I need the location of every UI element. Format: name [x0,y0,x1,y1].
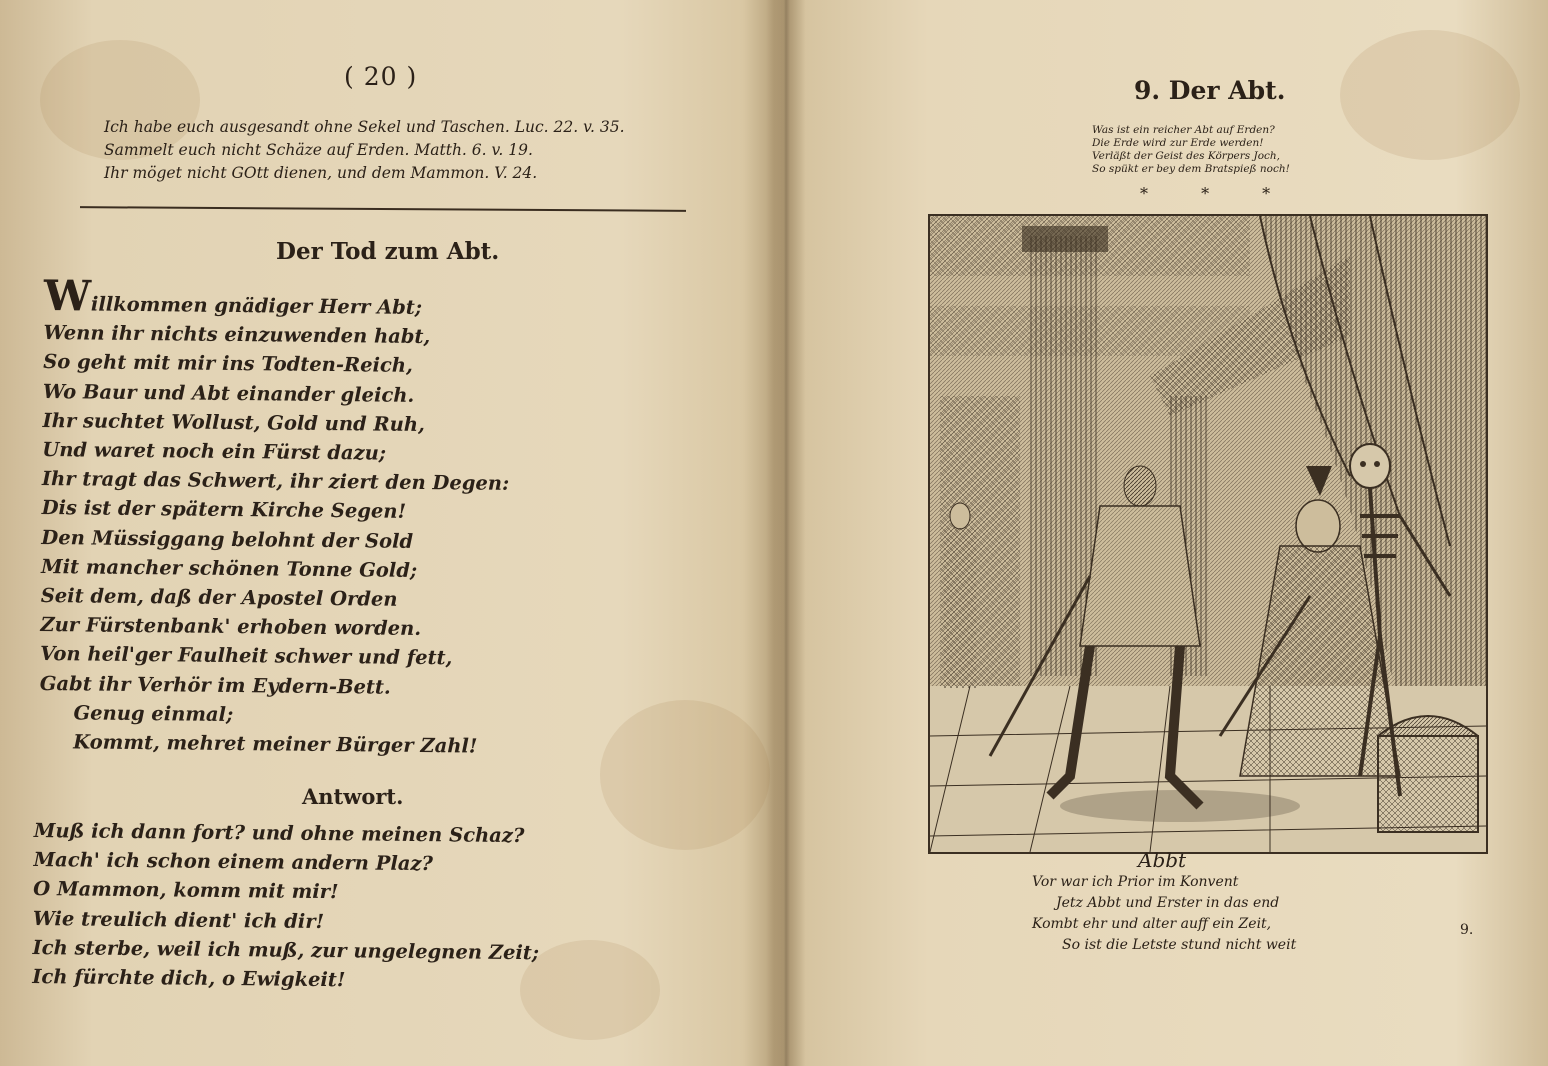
answer-line: Wie treulich dient' ich dir! [32,906,325,933]
right-page [800,0,1548,1066]
poem-line: Ihr suchtet Wollust, Gold und Ruh, [42,408,425,436]
poem-line: Dis ist der spätern Kirche Segen! [41,496,407,524]
answer-line: Muß ich dann fort? und ohne meinen Schaz? [33,818,525,848]
motto-line: So spükt er bey dem Bratspieß noch! [1092,163,1290,175]
answer-line: Mach' ich schon einem andern Plaz? [33,848,434,876]
poem-line: Wo Baur und Abt einander gleich. [42,379,415,407]
reference-line: Ihr möget nicht GOtt dienen, und dem Mammon. V. 24. [104,164,538,182]
motto-line: Verläßt der Geist des Körpers Joch, [1092,150,1280,162]
engraving-plate [928,214,1488,854]
poem-heading: Der Tod zum Abt. [276,238,500,265]
caption-line: Jetz Abbt und Erster in das end [1056,895,1280,911]
plate-number: 9. [1460,922,1474,938]
page-number: ( 20 ) [344,62,418,91]
answer-line: O Mammon, komm mit mir! [33,877,339,904]
poem-line-indented: Kommt, mehret meiner Bürger Zahl! [73,730,478,758]
horizontal-rule [80,206,686,212]
reference-line: Sammelt euch nicht Schäze auf Erden. Matth. 6. v. 19. [104,141,533,159]
caption-line: Kombt ehr und alter auff ein Zeit, [1032,916,1272,932]
poem-line: Mit mancher schönen Tonne Gold; [40,554,418,582]
poem-line-indented: Genug einmal; [73,701,234,726]
answer-text [32,816,540,997]
poem-text [39,271,511,761]
answer-line: Ich sterbe, weil ich muß, zur ungelegnen Zeit; [32,935,540,965]
reference-line: Ich habe euch ausgesandt ohne Sekel und Taschen. Luc. 22. v. 35. [104,118,625,136]
scripture-references [104,116,625,185]
poem-line: Zur Fürstenbank' erhoben worden. [40,613,422,641]
poem-line: Seit dem, daß der Apostel Orden [40,584,398,611]
poem-line: So geht mit mir ins Todten-Reich, [43,350,413,378]
poem-line-text: illkommen gnädiger Herr Abt; [90,292,423,319]
caption-line: So ist die Letste stund nicht weit [1062,937,1297,953]
drop-cap: W [43,271,92,321]
poem-line [43,271,512,323]
plate-title: 9. Der Abt. [1134,76,1286,105]
motto-line: Die Erde wird zur Erde werden! [1092,137,1264,149]
answer-line: Ich fürchte dich, o Ewigkeit! [32,965,346,992]
poem-line: Von heil'ger Faulheit schwer und fett, [40,642,453,670]
caption-line: Vor war ich Prior im Konvent [1032,874,1239,890]
poem-line: Den Müssiggang belohnt der Sold [41,525,414,553]
answer-heading: Antwort. [302,784,404,809]
poem-line: Gabt ihr Verhör im Eydern-Bett. [39,671,391,699]
engraving-illustration [930,216,1486,852]
motto-verse [1092,124,1290,176]
asterisks-ornament: * * * [1140,184,1295,203]
caption-title: Abbt [1138,848,1187,872]
poem-line: Wenn ihr nichts einzuwenden habt, [43,321,431,349]
motto-line: Was ist ein reicher Abt auf Erden? [1092,124,1275,136]
poem-line: Und waret noch ein Fürst dazu; [42,438,387,465]
plate-caption [1032,872,1296,956]
poem-line: Ihr tragt das Schwert, ihr ziert den Degen: [41,467,510,496]
